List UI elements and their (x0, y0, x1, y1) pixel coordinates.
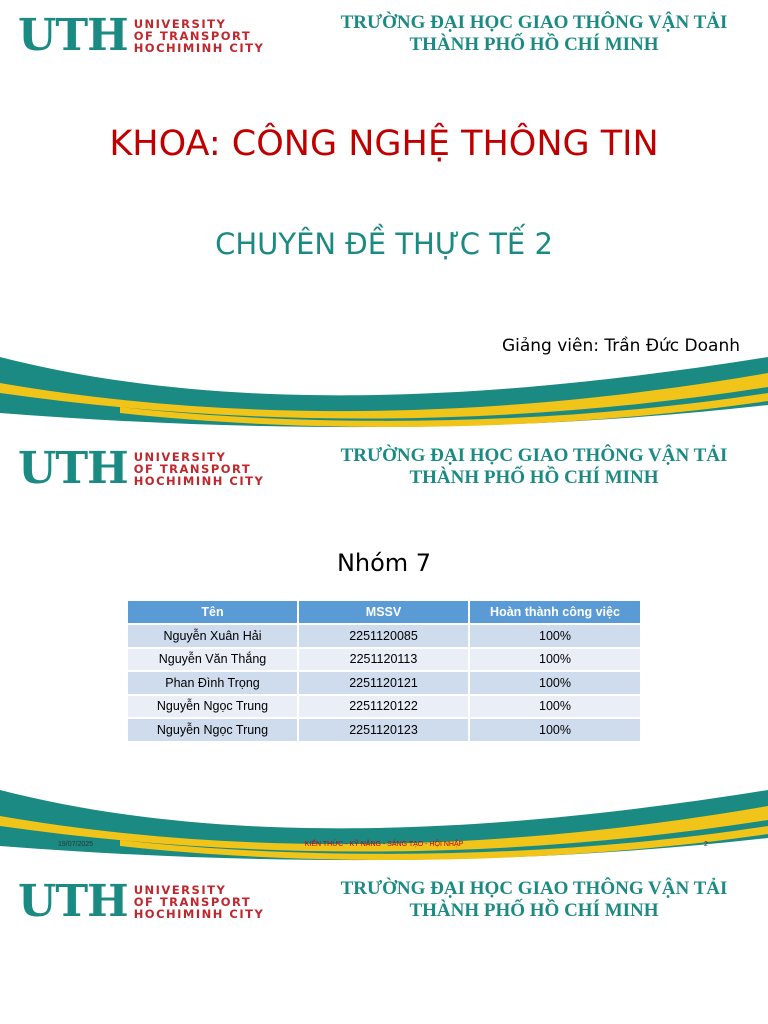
logo-text (134, 18, 265, 54)
logo-line-3: HOCHIMINH CITY (133, 907, 265, 921)
table-row (128, 648, 640, 672)
cell-completion: 100% (469, 695, 640, 719)
subject-title: CHUYÊN ĐỀ THỰC TẾ 2 (215, 227, 553, 261)
cell-student-id: 2251120123 (298, 718, 469, 741)
school-name-line-1: TRƯỜNG ĐẠI HỌC GIAO THÔNG VẬN TẢI (340, 445, 728, 466)
logo-mark: UTH (18, 876, 128, 927)
slide-3 (0, 866, 768, 1024)
table-row (128, 718, 640, 741)
table-row (128, 671, 640, 695)
logo-line-1: UNIVERSITY (133, 17, 227, 31)
slide-1 (0, 0, 768, 433)
school-name (324, 445, 744, 489)
cell-name: Nguyễn Văn Thắng (128, 648, 298, 672)
lecturer-name: Giảng viên: Trần Đức Doanh (501, 336, 740, 356)
footer-swoosh (0, 776, 768, 866)
logo-line-1: UNIVERSITY (133, 883, 227, 897)
cell-student-id: 2251120121 (298, 671, 469, 695)
footer-date: 19/07/2025 (58, 841, 94, 848)
faculty-title: KHOA: CÔNG NGHỆ THÔNG TIN (109, 124, 659, 164)
logo-text (134, 884, 265, 920)
column-header-completion: Hoàn thành công việc (469, 601, 640, 624)
cell-name: Phan Đình Trọng (128, 671, 298, 695)
uth-logo (10, 874, 290, 930)
uth-logo (10, 441, 290, 497)
school-name-line-1: TRƯỜNG ĐẠI HỌC GIAO THÔNG VẬN TẢI (340, 12, 728, 33)
cell-student-id: 2251120113 (298, 648, 469, 672)
cell-name: Nguyễn Ngọc Trung (128, 695, 298, 719)
table-row (128, 624, 640, 648)
cell-name: Nguyễn Ngọc Trung (128, 718, 298, 741)
cell-student-id: 2251120085 (298, 624, 469, 648)
cell-name: Nguyễn Xuân Hải (128, 624, 298, 648)
school-name-line-2: THÀNH PHỐ HỒ CHÍ MINH (409, 900, 659, 921)
logo-line-2: OF TRANSPORT (133, 462, 252, 476)
footer-page-number: 2 (704, 841, 708, 848)
column-header-name: Tên (128, 601, 298, 624)
footer-swoosh (0, 343, 768, 433)
logo-text (134, 451, 265, 487)
slide-2 (0, 433, 768, 866)
logo-line-3: HOCHIMINH CITY (133, 474, 265, 488)
logo-mark: UTH (18, 10, 128, 61)
cell-student-id: 2251120122 (298, 695, 469, 719)
members-table (128, 601, 640, 741)
column-header-student-id: MSSV (298, 601, 469, 624)
group-title: Nhóm 7 (336, 549, 432, 577)
logo-line-1: UNIVERSITY (133, 450, 227, 464)
cell-completion: 100% (469, 624, 640, 648)
school-name-line-2: THÀNH PHỐ HỒ CHÍ MINH (409, 34, 659, 55)
cell-completion: 100% (469, 718, 640, 741)
school-name-line-1: TRƯỜNG ĐẠI HỌC GIAO THÔNG VẬN TẢI (340, 878, 728, 899)
cell-completion: 100% (469, 648, 640, 672)
logo-line-3: HOCHIMINH CITY (133, 41, 265, 55)
table-row (128, 695, 640, 719)
school-name (324, 878, 744, 922)
table-header-row (128, 601, 640, 624)
school-name-line-2: THÀNH PHỐ HỒ CHÍ MINH (409, 467, 659, 488)
school-name (324, 12, 744, 56)
footer-motto: KIẾN THỨC - KỸ NĂNG - SÁNG TẠO - HỘI NHẬP (304, 841, 464, 848)
logo-line-2: OF TRANSPORT (133, 895, 252, 909)
logo-line-2: OF TRANSPORT (133, 29, 252, 43)
cell-completion: 100% (469, 671, 640, 695)
logo-mark: UTH (18, 443, 128, 494)
uth-logo (10, 8, 290, 64)
